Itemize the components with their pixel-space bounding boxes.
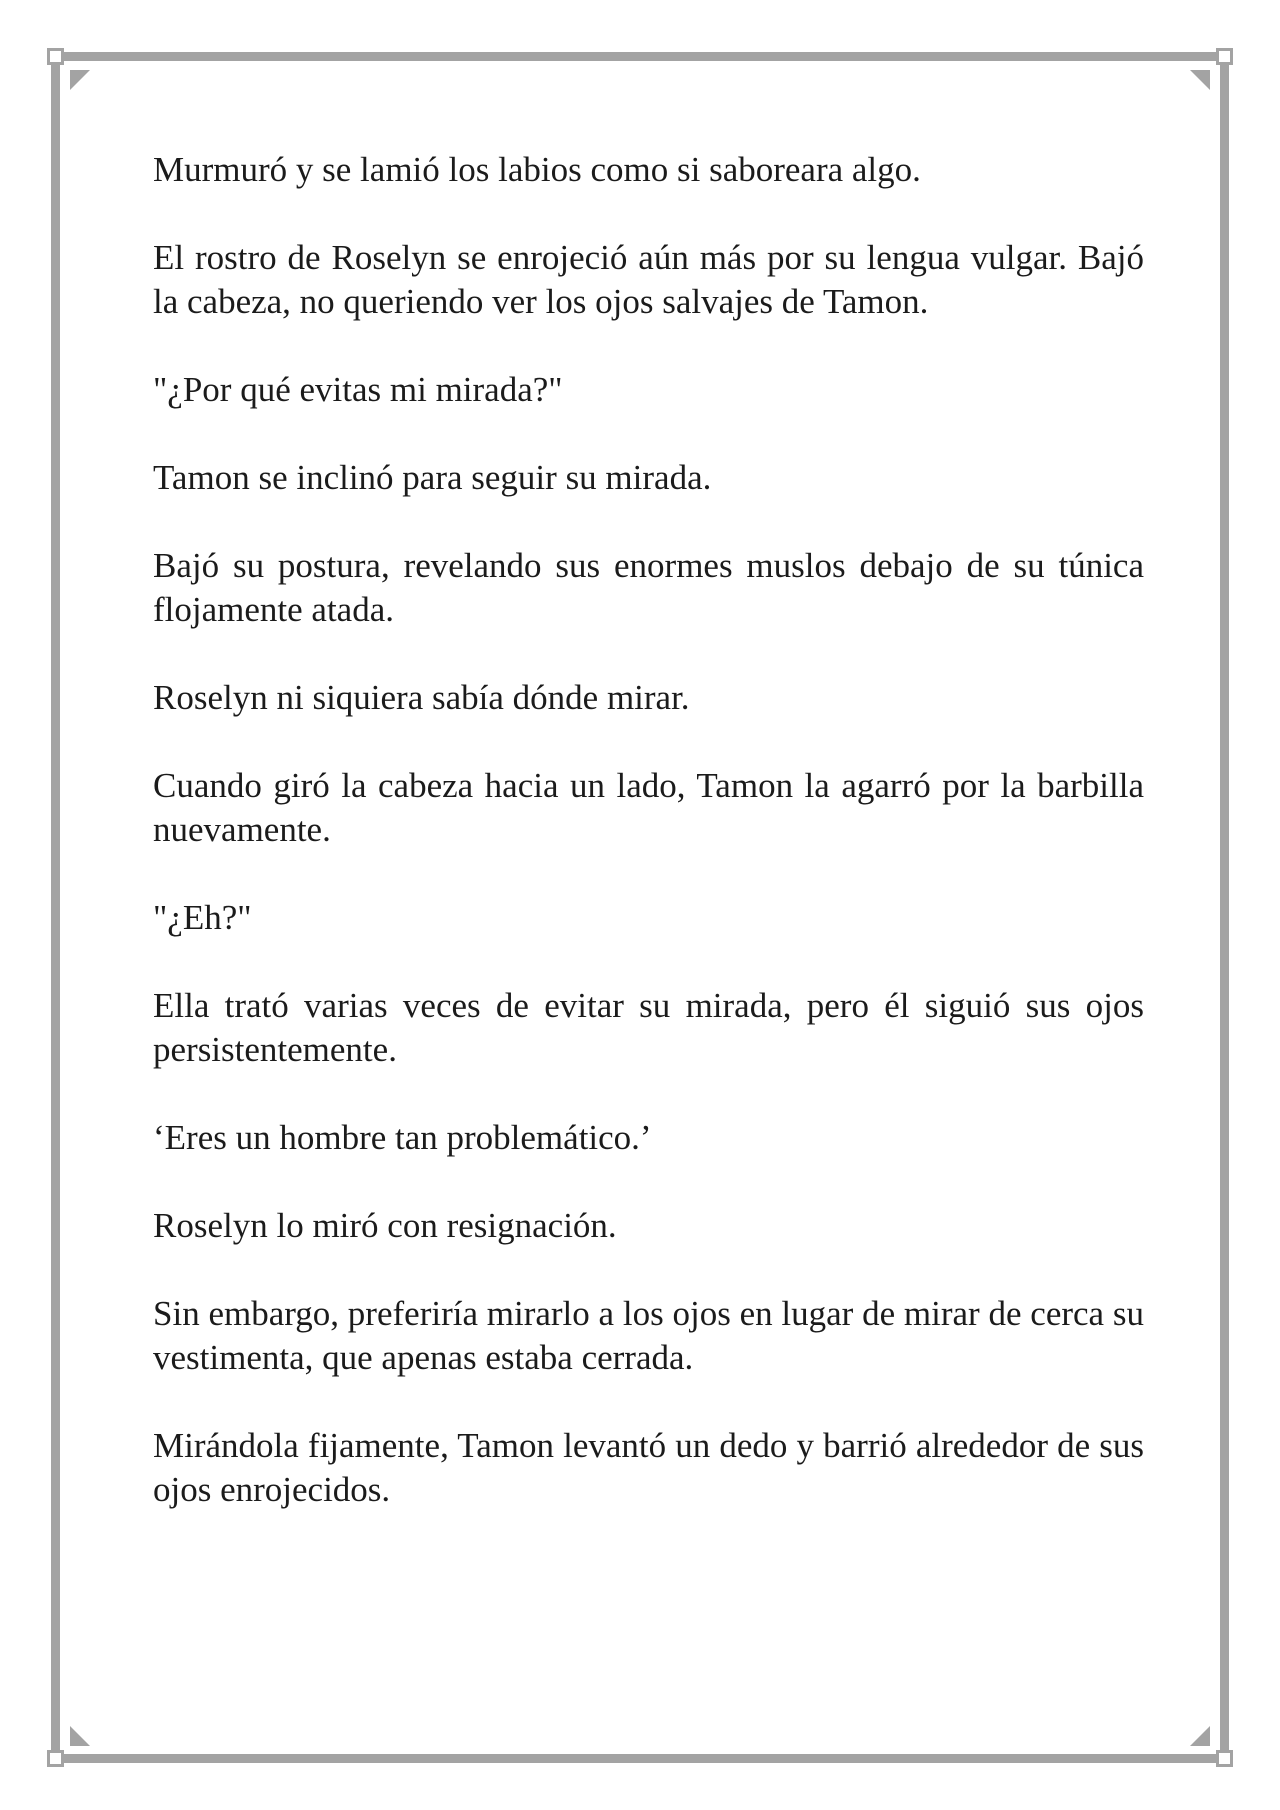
paragraph: El rostro de Roselyn se enrojeció aún más por su lengua vulgar. Bajó la cabeza, no queriendo ver los ojos salvajes de Tamon. bbox=[153, 238, 1144, 321]
frame-left-border bbox=[51, 62, 60, 1752]
paragraph: Cuando giró la cabeza hacia un lado, Tamon la agarró por la barbilla nuevamente. bbox=[153, 766, 1144, 849]
paragraph: Tamon se inclinó para seguir su mirada. bbox=[153, 458, 712, 497]
paragraph: Ella trató varias veces de evitar su mirada, pero él siguió sus ojos persistentemente. bbox=[153, 986, 1144, 1069]
paragraph: "¿Por qué evitas mi mirada?" bbox=[153, 370, 563, 409]
frame-corner-top-left bbox=[47, 48, 64, 65]
paragraph: Murmuró y se lamió los labios como si saboreara algo. bbox=[153, 150, 921, 189]
corner-ornament-bottom-left bbox=[70, 1726, 90, 1746]
frame-corner-bottom-right bbox=[1216, 1750, 1233, 1767]
paragraph: ‘Eres un hombre tan problemático.’ bbox=[153, 1118, 652, 1157]
frame-bottom-border bbox=[62, 1754, 1218, 1763]
paragraph: Roselyn ni siquiera sabía dónde mirar. bbox=[153, 678, 690, 717]
frame-corner-bottom-left bbox=[47, 1750, 64, 1767]
frame-right-border bbox=[1220, 62, 1229, 1752]
paragraph: Mirándola fijamente, Tamon levantó un dedo y barrió alrededor de sus ojos enrojecidos. bbox=[153, 1426, 1144, 1509]
corner-ornament-bottom-right bbox=[1190, 1726, 1210, 1746]
frame-corner-top-right bbox=[1216, 48, 1233, 65]
paragraph: Roselyn lo miró con resignación. bbox=[153, 1206, 617, 1245]
document-body bbox=[153, 148, 1144, 1556]
corner-ornament-top-left bbox=[70, 70, 90, 90]
frame-top-border bbox=[62, 52, 1218, 61]
paragraph: Bajó su postura, revelando sus enormes muslos debajo de su túnica flojamente atada. bbox=[153, 546, 1144, 629]
paragraph: Sin embargo, preferiría mirarlo a los ojos en lugar de mirar de cerca su vestimenta, que apenas estaba cerrada. bbox=[153, 1294, 1144, 1377]
paragraph: "¿Eh?" bbox=[153, 898, 252, 937]
corner-ornament-top-right bbox=[1190, 70, 1210, 90]
